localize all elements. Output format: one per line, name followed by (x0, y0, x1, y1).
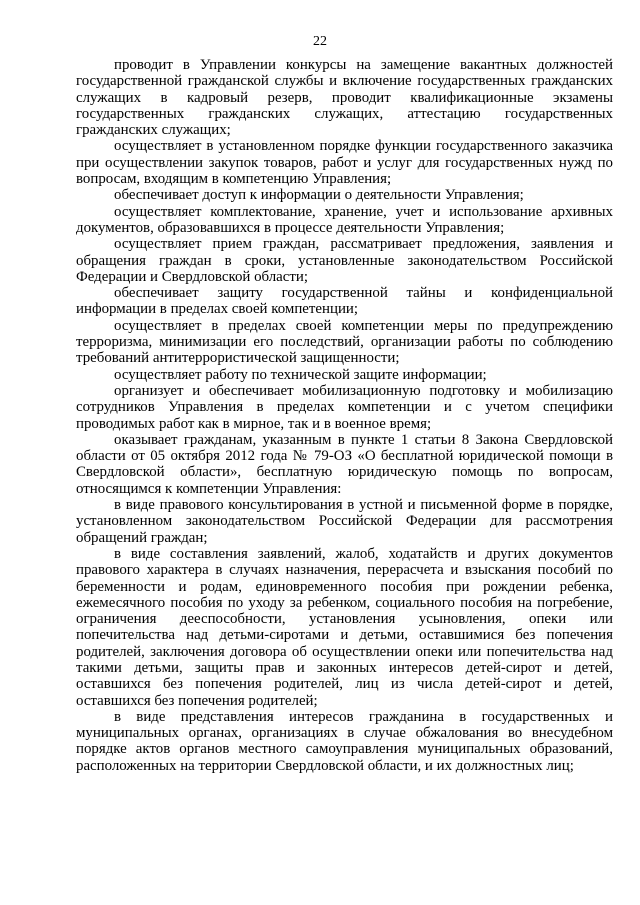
paragraph: осуществляет комплектование, хранение, учет и использование архивных документов, образовавшихся в процессе деятельности Управления; (76, 203, 613, 236)
paragraph: в виде составления заявлений, жалоб, ходатайств и других документов правового характера в случаях назначения, перерасчета и взыскания пособий по беременности и родам, единовременного пособия при рождении ребенка, ежемесячного пособия по уходу за ребенком, социального пособия на погребение, ограничения дееспособности, установления усыновления, опеки или попечительства над детьми-сиротами и детьми, оставшимися без попечения родителей, заключения договора об осуществлении опеки или попечительства над такими детьми, защиты прав и законных интересов детей-сирот и детей, оставшихся без попечения родителей, лиц из числа детей-сирот и детей, оставшихся без попечения родителей; (76, 545, 613, 709)
paragraph: осуществляет в пределах своей компетенции меры по предупреждению терроризма, минимизации его последствий, организации работы по соблюдению требований антитеррористической защищенности; (76, 317, 613, 367)
paragraph: обеспечивает защиту государственной тайны и конфиденциальной информации в пределах своей компетенции; (76, 285, 613, 318)
paragraph: оказывает гражданам, указанным в пункте 1 статьи 8 Закона Свердловской области от 05 октября 2012 года № 79-ОЗ «О бесплатной юридической помощи в Свердловской области», бесплатную юридическую помощь по вопросам, относящимся к компетенции Управления: (76, 431, 613, 497)
paragraph: проводит в Управлении конкурсы на замещение вакантных должностей государственной гражданской службы и включение государственных гражданских служащих в кадровый резерв, проводит квалификационные экзамены государственных гражданских служащих, аттестацию государственных гражданских служащих; (76, 57, 613, 139)
paragraph: осуществляет в установленном порядке функции государственного заказчика при осуществлении закупок товаров, работ и услуг для государственных нужд по вопросам, входящим в компетенцию Управления; (76, 138, 613, 188)
paragraph: осуществляет прием граждан, рассматривает предложения, заявления и обращения граждан в сроки, установленные законодательством Российской Федерации и Свердловской области; (76, 236, 613, 285)
document-body (76, 57, 613, 774)
paragraph: организует и обеспечивает мобилизационную подготовку и мобилизацию сотрудников Управления в пределах компетенции и с учетом специфики проводимых работ как в мирное, так и в военное время; (76, 382, 613, 432)
paragraph: осуществляет работу по технической защите информации; (114, 366, 487, 383)
paragraph: в виде правового консультирования в устной и письменной форме в порядке, установленном законодательством Российской Федерации для рассмотрения обращений граждан; (76, 497, 613, 546)
page-number: 22 (313, 34, 327, 49)
paragraph: в виде представления интересов гражданина в государственных и муниципальных органах, организациях в случае обжалования во внесудебном порядке актов органов местного самоуправления муниципальных образований, расположенных на территории Свердловской области, и их должностных лиц; (76, 708, 613, 774)
paragraph: обеспечивает доступ к информации о деятельности Управления; (114, 187, 524, 204)
